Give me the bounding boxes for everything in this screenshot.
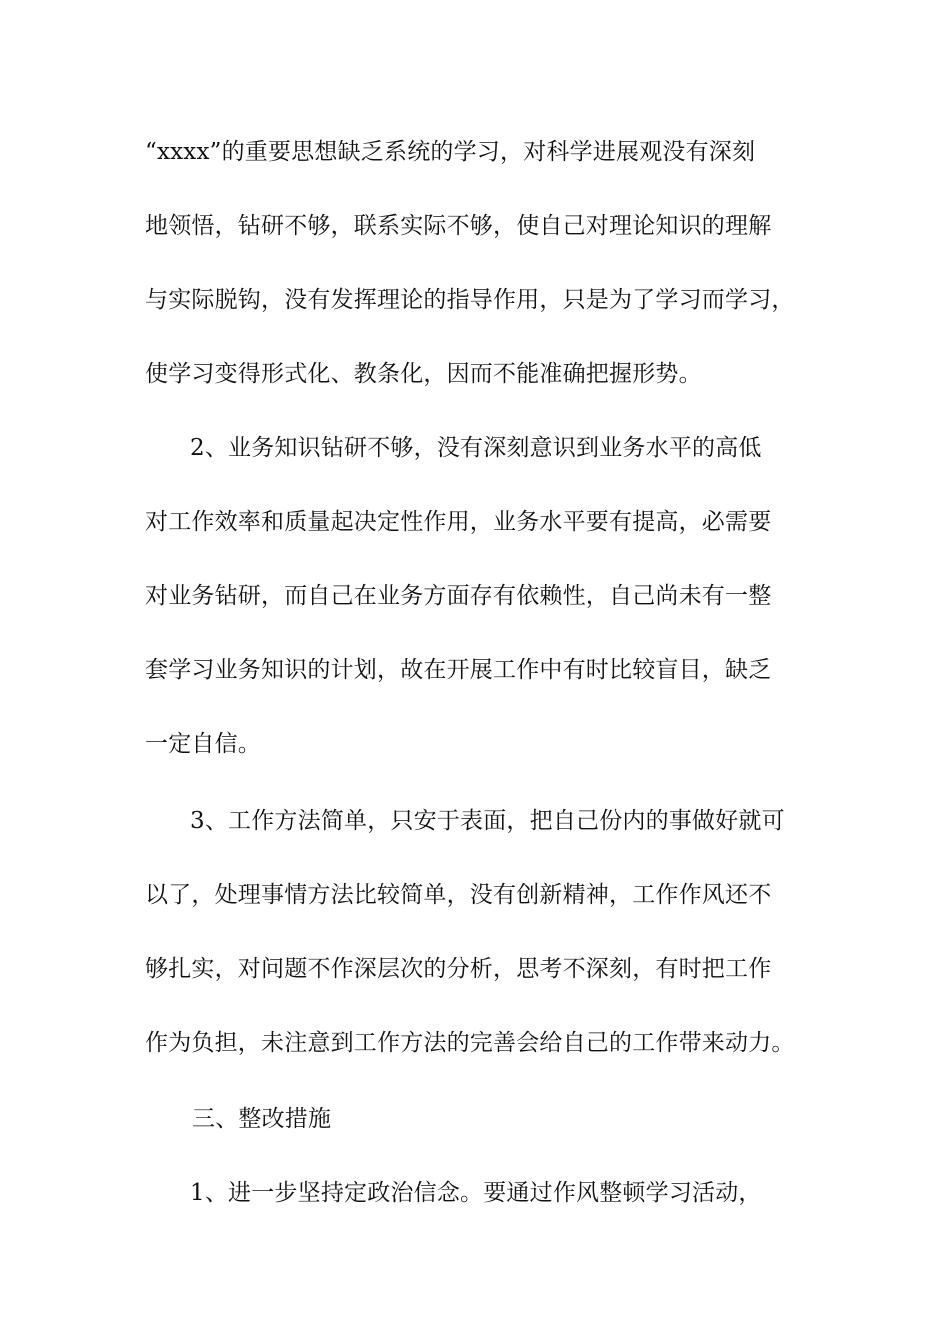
paragraph-line: 地领悟，钻研不够，联系实际不够，使自己对理论知识的理解	[145, 213, 772, 239]
paragraph-line: 够扎实，对问题不作深层次的分析，思考不深刻，有时把工作	[145, 956, 772, 982]
paragraph-line: 以了，处理事情方法比较简单，没有创新精神，工作作风还不	[145, 882, 772, 908]
paragraph-line: “xxxx”的重要思想缺乏系统的学习，对科学进展观没有深刻	[145, 139, 756, 165]
paragraph-line: 对工作效率和质量起决定性作用，业务水平要有提高，必需要	[145, 509, 772, 535]
paragraph-line: 3、工作方法简单，只安于表面，把自己份内的事做好就可	[190, 808, 785, 834]
paragraph-line: 使学习变得形式化、教条化，因而不能准确把握形势。	[145, 361, 702, 387]
paragraph-line: 套学习业务知识的计划，故在开展工作中有时比较盲目，缺乏	[145, 657, 772, 683]
paragraph-line: 一定自信。	[145, 731, 261, 757]
paragraph-line: 2、业务知识钻研不够，没有深刻意识到业务水平的高低	[190, 435, 762, 461]
paragraph-line: 与实际脱钩，没有发挥理论的指导作用，只是为了学习而学习，	[145, 287, 795, 313]
paragraph-line: 对业务钻研，而自己在业务方面存有依赖性，自己尚未有一整	[145, 583, 772, 609]
section-heading: 三、整改措施	[192, 1106, 332, 1132]
paragraph-line: 1、进一步坚持定政治信念。要通过作风整顿学习活动，	[190, 1180, 762, 1206]
paragraph-line: 作为负担，未注意到工作方法的完善会给自己的工作带来动力。	[145, 1030, 795, 1056]
